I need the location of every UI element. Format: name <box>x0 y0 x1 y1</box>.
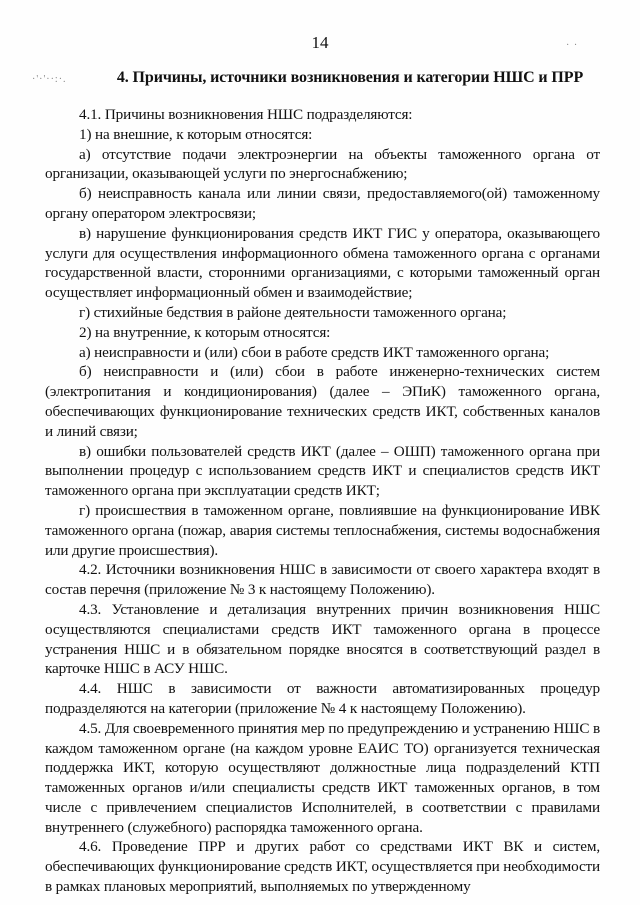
paragraph-internal-b: б) неисправности и (или) сбои в работе инженерно-технических систем (электропитания и кондиционирования) (далее – ЭПиК) таможенного органа, обеспечивающих функционирование технических средств ИКТ, собственных каналов и линий связи; <box>45 363 600 440</box>
paragraph-external-a: а) отсутствие подачи электроэнергии на объекты таможенного органа от организации, оказывающей услуги по энергоснабжению; <box>45 145 600 183</box>
paragraph-4-1: 4.1. Причины возникновения НШС подразделяются: <box>79 106 413 123</box>
paragraph-external-g: г) стихийные бедствия в районе деятельности таможенного органа; <box>79 303 507 321</box>
paragraph-4-2: 4.2. Источники возникновения НШС в зависимости от своего характера входят в состав перечня (приложение № 3 к настоящему Положению). <box>45 561 600 599</box>
paragraph-internal-g: г) происшествия в таможенном органе, повлиявшие на функционирование ИВК таможенного органа (пожар, авария системы теплоснабжения, системы водоснабжения или другие происшествия). <box>45 501 600 559</box>
section-heading: 4. Причины, источники возникновения и категории НШС и ПРР <box>116 69 584 86</box>
scan-artifact-left: ·'·'··:·. <box>32 74 67 85</box>
paragraph-internal: 2) на внутренние, к которым относятся: <box>79 323 331 341</box>
paragraph-external: 1) на внешние, к которым относятся: <box>79 125 313 143</box>
scan-artifact-right: · · <box>566 40 579 51</box>
paragraph-external-v: в) нарушение функционирования средств ИКТ ГИС у оператора, оказывающего услуги для осуществления информационного обмена таможенного органа с органами государственной власти, сторонними организациями, с которыми таможенный орган осуществляет информационный обмен и взаимодействие; <box>45 224 600 302</box>
paragraph-4-4: 4.4. НШС в зависимости от важности автоматизированных процедур подразделяются на категории (приложение № 4 к настоящему Положению). <box>45 680 600 717</box>
paragraph-4-6: 4.6. Проведение ПРР и других работ со средствами ИКТ ВК и систем, обеспечивающих функционирование средств ИКТ, осуществляется при необходимости в рамках плановых мероприятий, выполняемых по утвержденному <box>45 838 601 896</box>
paragraph-4-3: 4.3. Установление и детализация внутренних причин возникновения НШС осуществляются специалистами средств ИКТ таможенного органа в процессе устранения НШС и в обязательном порядке вносятся в соответствующий раздел в карточке НШС в АСУ НШС. <box>45 600 600 678</box>
paragraph-internal-a: а) неисправности и (или) сбои в работе средств ИКТ таможенного органа; <box>79 343 550 361</box>
paragraph-4-5: 4.5. Для своевременного принятия мер по предупреждению и устранению НШС в каждом таможенном органе (на каждом уровне ЕАИС ТО) организуется техническая поддержка ИКТ, которую осуществляют должностные лица подразделений КТП таможенных органов и/или специалисты средств ИКТ таможенных органов, в том числе с привлечением специалистов Исполнителей, в соответствии с правилами внутреннего (служебного) распорядка таможенного органа. <box>45 719 600 836</box>
page-number: 14 <box>311 33 329 52</box>
paragraph-internal-v: в) ошибки пользователей средств ИКТ (далее – ОШП) таможенного органа при выполнении процедур с использованием средств ИКТ и специалистов средств ИКТ таможенного органа при эксплуатации средств ИКТ; <box>45 442 600 500</box>
paragraph-external-b: б) неисправность канала или линии связи, предоставляемого(ой) таможенному органу оператором электросвязи; <box>45 185 600 222</box>
document-body <box>45 105 600 897</box>
